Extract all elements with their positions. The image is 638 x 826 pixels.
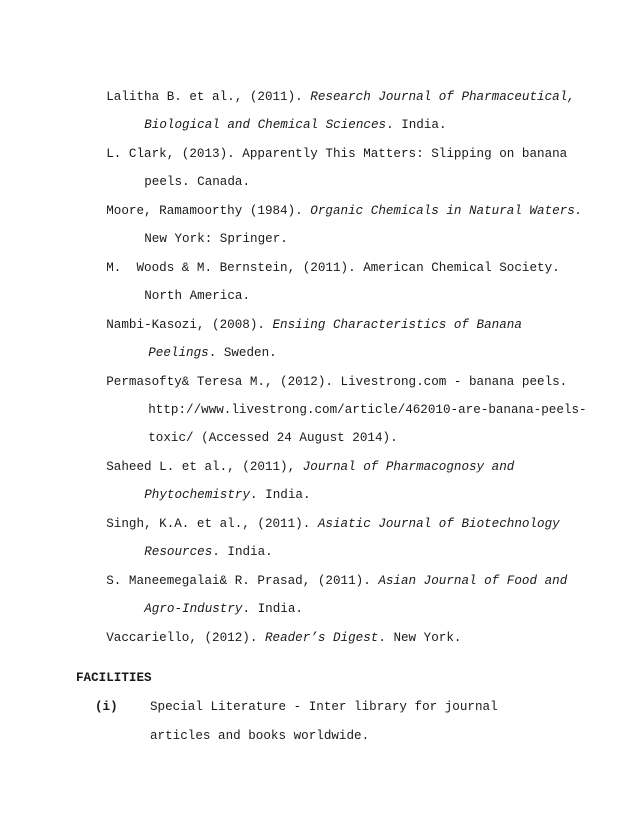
reference-journal: Agro-Industry [144, 602, 243, 616]
reference-text: Permasofty& Teresa M., (2012). Livestrong.com - banana peels. [106, 375, 568, 389]
reference-text: S. Maneemegalai& R. Prasad, (2011). [106, 574, 379, 588]
reference-journal: Phytochemistry [144, 488, 251, 502]
reference-text: . India. [212, 545, 273, 559]
reference-text: . New York. [378, 631, 462, 645]
reference-journal: Ensiing Characteristics of Banana [272, 318, 522, 332]
reference-text: L. Clark, (2013). Apparently This Matters: Slipping on banana [106, 147, 568, 161]
reference-journal: Organic Chemicals in Natural Waters. [310, 204, 583, 218]
facility-item-text: articles and books worldwide. [150, 729, 370, 743]
reference-text: peels. Canada. [144, 175, 251, 189]
reference-journal: Journal of Pharmacognosy and [302, 460, 515, 474]
reference-text: Singh, K.A. et al., (2011). [106, 517, 318, 531]
facility-item-text: Special Literature - Inter library for journal [150, 700, 498, 714]
reference-journal: Reader’s Digest [264, 631, 379, 645]
reference-journal: Peelings [148, 346, 209, 360]
reference-text: . India. [250, 488, 311, 502]
reference-line [76, 614, 461, 662]
reference-text: . India. [386, 118, 447, 132]
reference-journal: Asian Journal of Food and [378, 574, 568, 588]
reference-journal: Resources [144, 545, 213, 559]
reference-text: Saheed L. et al., (2011), [106, 460, 303, 474]
facility-item-label: (i) [95, 700, 118, 714]
reference-text: New York: Springer. [144, 232, 288, 246]
reference-text: Lalitha B. et al., (2011). [106, 90, 311, 104]
reference-text: North America. [144, 289, 251, 303]
reference-journal: Biological and Chemical Sciences [144, 118, 387, 132]
reference-journal: Research Journal of Pharmaceutical, [310, 90, 575, 104]
reference-text: . Sweden. [208, 346, 277, 360]
facilities-heading: FACILITIES [76, 671, 152, 685]
reference-text: Moore, Ramamoorthy (1984). [106, 204, 311, 218]
reference-text: Nambi-Kasozi, (2008). [106, 318, 273, 332]
reference-text: toxic/ (Accessed 24 August 2014). [148, 431, 398, 445]
reference-text: . India. [242, 602, 303, 616]
reference-journal: Asiatic Journal of Biotechnology [317, 517, 560, 531]
reference-text: Vaccariello, (2012). [106, 631, 265, 645]
reference-text: M. Woods & M. Bernstein, (2011). American Chemical Society. [106, 261, 560, 275]
reference-text: http://www.livestrong.com/article/462010-are-banana-peels- [148, 403, 587, 417]
